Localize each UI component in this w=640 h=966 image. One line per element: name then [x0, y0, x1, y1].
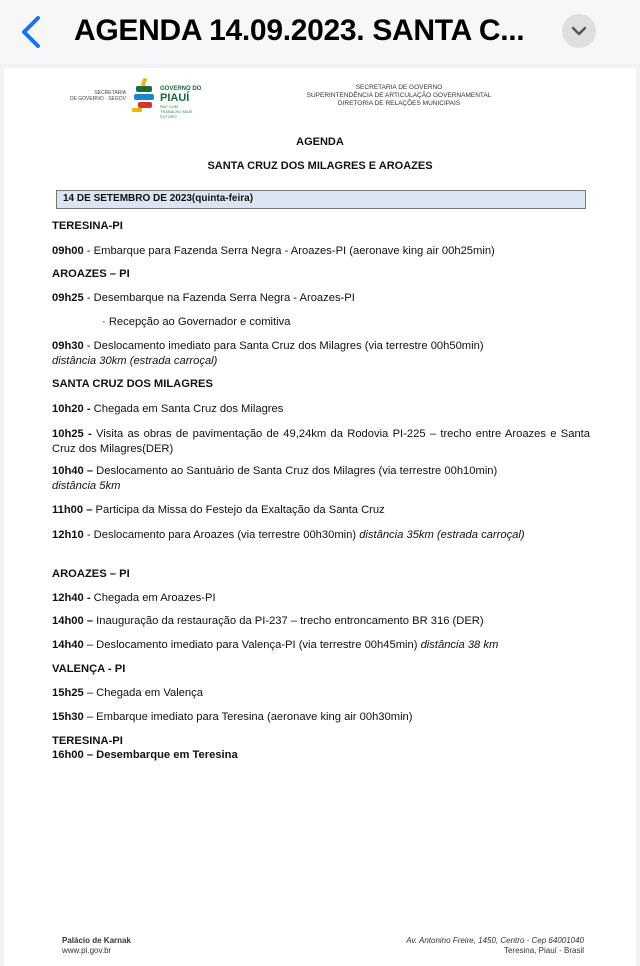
item-time: 11h00 – [52, 504, 93, 516]
more-options-button[interactable] [562, 14, 596, 48]
item-text: - Embarque para Fazenda Serra Negra - Aroazes-PI (aeronave king air 00h25min) [83, 245, 495, 257]
footer-city: Teresina, Piauí - Brasil [503, 946, 584, 955]
section-aroazes: AROAZES – PI [52, 268, 130, 280]
item-text: – Deslocamento imediato para Valença-PI (via terrestre 00h45min) [83, 639, 421, 651]
section-teresina: TERESINA-PI [52, 220, 123, 232]
item-time: 09h30 [52, 340, 84, 352]
footer-palace: Palácio de Karnak [62, 936, 131, 945]
back-chevron-icon[interactable] [14, 12, 48, 52]
section-valenca: VALENÇA - PI [52, 663, 126, 675]
government-logo [64, 74, 204, 119]
logo-gov-line1: GOVERNO DO [160, 86, 202, 92]
item-distance: distância 35km (estrada carroçal) [359, 529, 525, 541]
item-time: 10h40 – [52, 465, 94, 477]
footer-address: Av. Antonino Freire, 1450, Centro - Cep 64001040 [406, 936, 584, 945]
date-box [56, 190, 586, 209]
item-distance: distância 30km (estrada carroçal) [52, 355, 218, 367]
agenda-item [52, 528, 590, 543]
item-text: Visita as obras de pavimentação de 49,24km da Rodovia PI-225 – trecho entre Aroazes e Santa Cruz dos Milagres(DER) [52, 428, 590, 455]
item-text: - Deslocamento para Aroazes (via terrestre 00h30min) [83, 529, 360, 541]
document-page [4, 68, 636, 966]
logo-gov-line2: PIAUÍ [160, 92, 190, 104]
agenda-item [52, 686, 590, 701]
item-time: 09h00 [52, 245, 84, 257]
logo-secretaria-line2: DE GOVERNO · SEGOV [69, 96, 126, 102]
agenda-item [52, 710, 590, 725]
item-time: 12h40 - [52, 592, 91, 604]
item-text: Deslocamento ao Santuário de Santa Cruz dos Milagres (via terrestre 00h10min) [93, 465, 498, 477]
date-text: 14 DE SETEMBRO DE 2023(quinta-feira) [63, 193, 254, 204]
item-text: Chegada em Aroazes-PI [90, 592, 216, 604]
footer-website[interactable]: www.pi.gov.br [62, 946, 112, 955]
piaui-emblem-icon [130, 78, 158, 114]
logo-gov-slogan: PAZ COM TRABALHO MAIS FUTURO [160, 104, 193, 119]
agenda-item [52, 427, 590, 457]
top-bar [0, 0, 640, 64]
item-time: 14h00 – [52, 615, 94, 627]
section-teresina-2: TERESINA-PI [52, 735, 123, 747]
item-distance: distância 38 km [420, 639, 499, 651]
agenda-item [52, 591, 590, 606]
item-text: – Chegada em Valença [83, 687, 203, 699]
agenda-item [52, 291, 590, 306]
item-time: 14h40 [52, 639, 84, 651]
letterhead-secretaria: SECRETARIA DE GOVERNO [355, 84, 443, 91]
item-text: - Desembarque na Fazenda Serra Negra - Aroazes-PI [83, 292, 355, 304]
agenda-item-final: 16h00 – Desembarque em Teresina [52, 749, 238, 761]
section-santa-cruz: SANTA CRUZ DOS MILAGRES [52, 378, 213, 390]
item-time: 15h25 [52, 687, 84, 699]
document-title: AGENDA 14.09.2023. SANTA C... [74, 14, 525, 47]
agenda-item [52, 464, 590, 494]
agenda-item [52, 339, 590, 369]
letterhead-diretoria: DIRETORIA DE RELAÇÕES MUNICIPAIS [337, 100, 461, 107]
letterhead-superintendencia: SUPERINTENDÊNCIA DE ARTICULAÇÃO GOVERNAMENTAL [306, 92, 492, 99]
item-time: 09h25 [52, 292, 84, 304]
item-text: Inauguração da restauração da PI-237 – trecho entroncamento BR 316 (DER) [93, 615, 484, 627]
agenda-item [52, 244, 590, 259]
item-time: 10h20 - [52, 403, 91, 415]
item-time: 10h25 - [52, 428, 92, 440]
agenda-subheading: SANTA CRUZ DOS MILAGRES E AROAZES [207, 160, 433, 172]
item-text: Chegada em Santa Cruz dos Milagres [90, 403, 284, 415]
item-text: - Deslocamento imediato para Santa Cruz dos Milagres (via terrestre 00h50min) [83, 340, 484, 352]
agenda-item [52, 402, 590, 417]
agenda-item [52, 638, 590, 653]
agenda-subitem [102, 315, 582, 330]
agenda-item [52, 614, 590, 629]
item-distance: distância 5km [52, 480, 121, 492]
item-text: · Recepção ao Governador e comitiva [102, 316, 291, 328]
item-text: – Embarque imediato para Teresina (aeronave king air 00h30min) [83, 711, 413, 723]
agenda-item [52, 503, 590, 518]
item-time: 12h10 [52, 529, 84, 541]
section-aroazes-2: AROAZES – PI [52, 568, 130, 580]
chevron-down-icon [571, 24, 587, 38]
logo-secretaria-line1: SECRETARIA [94, 90, 126, 96]
item-time: 15h30 [52, 711, 84, 723]
agenda-heading: AGENDA [296, 136, 344, 148]
item-text: Participa da Missa do Festejo da Exaltação da Santa Cruz [92, 504, 385, 516]
letterhead-right [294, 84, 504, 108]
